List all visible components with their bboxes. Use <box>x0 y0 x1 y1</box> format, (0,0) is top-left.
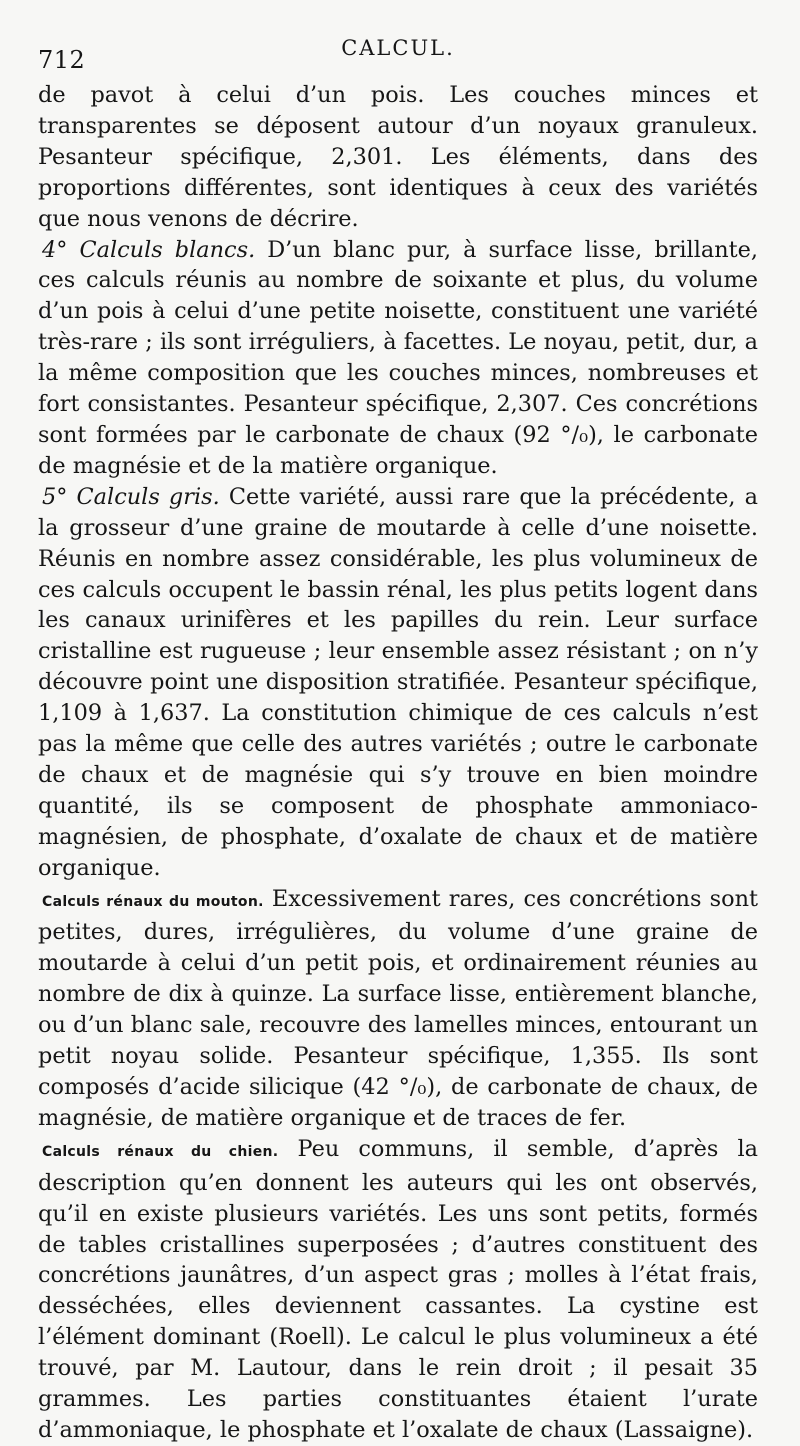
paragraph-lead: 5° Calculs gris. <box>42 483 220 510</box>
paragraph-text: D’un blanc pur, à surface lisse, brillante, ces calculs réunis au nombre de soixante et plus, du volume d’un pois à celui d’une petite noisette, constituent une variété très-rare ; ils sont irréguliers, à facettes. Le noyau, petit, dur, a la même composition que les couches minces, nombreuses et fort consistantes. Pesanteur spécifique, 2,307. Ces concrétions sont formées par le carbonate de chaux (92 °/₀), le carbonate de magnésie et de la matière organique. <box>38 236 758 479</box>
body-text <box>38 80 758 1446</box>
paragraph-lead: Calculs rénaux du mouton. <box>42 893 264 910</box>
running-title: CALCUL. <box>341 36 455 60</box>
paragraph-calculs-gris <box>38 482 758 884</box>
paragraph-lead: 4° Calculs blancs. <box>42 236 256 263</box>
paragraph-text: Cette variété, aussi rare que la précédente, a la grosseur d’une graine de moutarde à celle d’une noisette. Réunis en nombre assez considérable, les plus volumineux de ces calculs occupent le bassin rénal, les plus petits logent dans les canaux urinifères et les papilles du rein. Leur surface cristalline est rugueuse ; leur ensemble assez résistant ; on n’y découvre point une disposition stratifiée. Pesanteur spécifique, 1,109 à 1,637. La constitution chimique de ces calculs n’est pas la même que celle des autres variétés ; outre le carbonate de chaux et de magnésie qui s’y trouve en bien moindre quantité, ils se composent de phosphate ammoniaco-magnésien, de phosphate, d’oxalate de chaux et de matière organique. <box>38 483 758 881</box>
page-number: 712 <box>38 46 86 74</box>
paragraph-text: Excessivement rares, ces concrétions sont petites, dures, irrégulières, du volume d’une graine de moutarde à celui d’un petit pois, et ordinairement réunies au nombre de dix à quinze. La surface lisse, entièrement blanche, ou d’un blanc sale, recouvre des lamelles minces, entourant un petit noyau solide. Pesanteur spécifique, 1,355. Ils sont composés d’acide silicique (42 °/₀), de carbonate de chaux, de magnésie, de matière organique et de traces de fer. <box>38 885 758 1131</box>
page-header <box>38 30 758 80</box>
paragraph-calculs-blancs <box>38 235 758 482</box>
paragraph-continuation <box>38 80 758 235</box>
paragraph-calculs-mouton <box>38 884 758 1134</box>
paragraph-text: Peu communs, il semble, d’après la description qu’en donnent les auteurs qui les ont observés, qu’il en existe plusieurs variétés. Les uns sont petits, formés de tables cristallines superposées ; d’autres constituent des concrétions jaunâtres, d’un aspect gras ; molles à l’état frais, desséchées, elles deviennent cassantes. La cystine est l’élément dominant (Roell). Le calcul le plus volumineux a été trouvé, par M. Lautour, dans le rein droit ; il pesait 35 grammes. Les parties constituantes étaient l’urate d’ammoniaque, le phosphate et l’oxalate de chaux (Lassaigne). <box>38 1135 758 1443</box>
paragraph-calculs-chien <box>38 1134 758 1446</box>
paragraph-lead: Calculs rénaux du chien. <box>42 1143 279 1160</box>
paragraph-text: de pavot à celui d’un pois. Les couches minces et transparentes se déposent autour d’un noyaux granuleux. Pesanteur spécifique, 2,301. Les éléments, dans des proportions différentes, sont identiques à ceux des variétés que nous venons de décrire. <box>38 82 758 232</box>
